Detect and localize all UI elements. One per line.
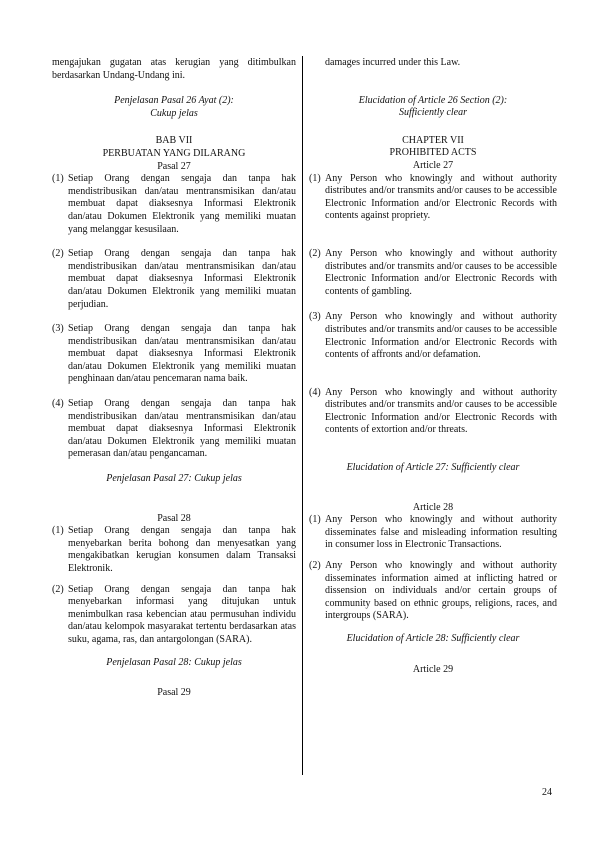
article-28-item: (2) Any Person who knowingly and without authority disseminates information aimed at inflicting hatred or dissension on individuals and/or certain groups of community based on ethnic groups, religions, races, and intergroups (SARA). [309,560,557,622]
page-number: 24 [542,787,552,798]
article-28-heading: Article 28 [412,501,454,513]
column-divider [302,56,303,775]
elucidation-28: Elucidation of Article 28: Sufficiently clear [346,633,520,644]
chapter-heading: CHAPTER VII [402,134,464,146]
article-27-item: (1) Any Person who knowingly and without authority distributes and/or transmits and/or causes to be accessible Electronic Information and/or Electronic Records with contents against propriety. [309,172,557,222]
chapter-title: PERBUATAN YANG DILARANG [102,147,246,159]
chapter-title: PROHIBITED ACTS [389,147,477,159]
elucidation-26-text: Cukup jelas [150,107,198,119]
article-27-item: (3) Setiap Orang dengan sengaja dan tanpa hak mendistribusikan dan/atau mentransmisikan dan/atau membuat dapat diaksesnya Informasi Elektronik dan/atau Dokumen Elektronik yang memiliki muatan penghinaan dan/atau pencemaran nama baik. [52,323,296,385]
article-29-heading: Article 29 [412,663,454,675]
article-27-heading: Pasal 27 [157,160,191,172]
continuation-text: mengajukan gugatan atas kerugian yang ditimbulkan berdasarkan Undang-Undang ini. [52,57,296,81]
continuation-text: damages incurred under this Law. [325,57,461,68]
elucidation-26-text: Sufficiently clear [398,107,468,119]
left-column-indonesian [52,57,296,700]
article-27-heading: Article 27 [412,159,454,171]
article-28-item: (1) Setiap Orang dengan sengaja dan tanpa hak menyebarkan berita bohong dan menyesatkan yang mengakibatkan kerugian konsumen dalam Transaksi Elektronik. [52,525,296,574]
article-29-heading: Pasal 29 [157,687,191,699]
elucidation-27: Penjelasan Pasal 27: Cukup jelas [106,473,242,485]
article-27-item: (3) Any Person who knowingly and without authority distributes and/or transmits and/or causes to be accessible Electronic Information and/or Electronic Records with contents of affronts and/or defamation. [309,311,557,361]
elucidation-27: Elucidation of Article 27: Sufficiently clear [346,462,520,474]
article-28-item: (1) Any Person who knowingly and without authority disseminates false and misleading information resulting in consumer loss in Electronic Transactions. [309,514,557,551]
article-27-item: (2) Setiap Orang dengan sengaja dan tanpa hak mendistribusikan dan/atau mentransmisikan dan/atau membuat dapat diaksesnya Informasi Elektronik dan/atau Dokumen Elektronik yang memiliki muatan perjudian. [52,248,296,310]
article-28-heading: Pasal 28 [157,512,191,524]
right-column-english [309,57,557,676]
chapter-heading: BAB VII [155,135,193,147]
elucidation-28: Penjelasan Pasal 28: Cukup jelas [106,656,242,668]
article-27-item: (4) Any Person who knowingly and without authority distributes and/or transmits and/or causes to be accessible Electronic Information and/or Electronic Records with contents of extortion and/or threats. [309,386,557,436]
elucidation-26-title: Penjelasan Pasal 26 Ayat (2): [114,95,234,107]
article-27-item: (4) Setiap Orang dengan sengaja dan tanpa hak mendistribusikan dan/atau mentransmisikan dan/atau membuat dapat diaksesnya Informasi Elektronik dan/atau Dokumen Elektronik yang memiliki muatan pemerasan dan/atau pengancaman. [52,398,296,460]
article-27-item: (1) Setiap Orang dengan sengaja dan tanpa hak mendistribusikan dan/atau mentransmisikan dan/atau membuat dapat diaksesnya Informasi Elektronik dan/atau Dokumen Elektronik yang memiliki muatan yang melanggar kesusilaan. [52,173,296,235]
article-28-item: (2) Setiap Orang dengan sengaja dan tanpa hak menyebarkan informasi yang ditujukan untuk menimbulkan rasa kebencian atau permusuhan individu dan/atau kelompok masyarakat tertentu berdasarkan atas suku, agama, ras, dan antargolongan (SARA). [52,583,296,645]
article-27-item: (2) Any Person who knowingly and without authority distributes and/or transmits and/or causes to be accessible Electronic Information and/or Electronic Records with contents of gambling. [309,247,557,297]
elucidation-26-title: Elucidation of Article 26 Section (2): [358,94,508,106]
